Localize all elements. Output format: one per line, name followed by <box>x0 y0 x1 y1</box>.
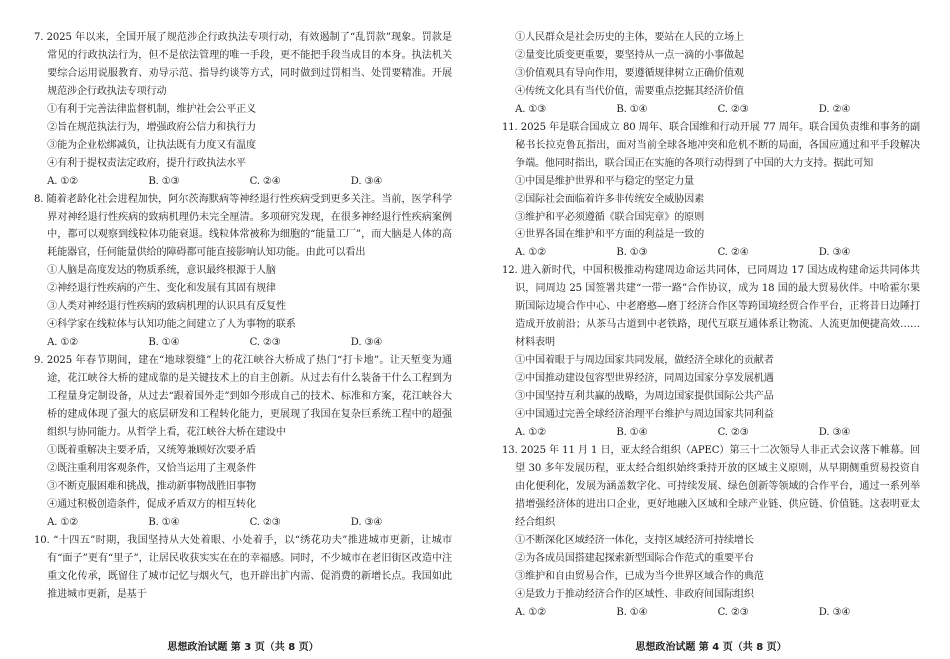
answer-choice: B. ①④ <box>616 426 648 438</box>
answer-choice: B. ①④ <box>148 337 180 349</box>
answer-choice: A. ①② <box>47 516 79 528</box>
answer-choice: B. ①④ <box>616 103 648 115</box>
footer-page-3: 思想政治试题 第 3 页（共 8 页） <box>167 642 319 653</box>
statement-item: ②神经退行性疾病的产生、变化和发展有其固有规律 <box>47 283 276 295</box>
statement-item: ④世界各国在维护和平方面的利益是一致的 <box>515 229 705 241</box>
answer-choices <box>502 101 920 119</box>
question-block <box>502 262 920 442</box>
statement-item: ②国际社会面临着许多非传统安全威胁因素 <box>515 193 705 205</box>
answer-choice: D. ③④ <box>818 426 851 438</box>
statement-item: ③维护和自由贸易合作，已成为当今世界区域合作的典范 <box>515 570 764 582</box>
statement-item: ②既注重利用客观条件，又恰当运用了主观条件 <box>47 462 256 474</box>
answer-choice: D. ③④ <box>818 606 851 618</box>
answer-choice: D. ②④ <box>818 103 851 115</box>
question-block <box>502 442 920 622</box>
statement-item: ②中国推动建设包容型世界经济，同周边国家分享发展机遇 <box>515 373 774 385</box>
answer-choice: A. ①② <box>47 175 79 187</box>
answer-choice: D. ③④ <box>818 247 851 259</box>
answer-choice: A. ①② <box>515 247 547 259</box>
question-stem: 8. 随着老龄化社会进程加快，阿尔茨海默病等神经退行性疾病受到更多关注。当前，医学科学界对神经退行性疾病的致病机理仍未完全厘清。多项研究发现，在很多神经退行性疾病案例中，都可以观察到线粒体功能衰退。线粒体常被称为细胞的“能量工厂”，而大脑是人体的高耗能器官，任何能量供给的障碍都可能直接影响认知功能。由此可以看出 <box>34 193 452 259</box>
answer-choice: C. ②③ <box>249 337 281 349</box>
answer-choices <box>502 604 920 622</box>
question-stem: 10. “十四五”时期，我国坚持从大处着眼、小处着手，以“绣花功夫”推进城市更新，让城市有“面子”更有“里子”，让居民收获实实在在的幸福感。同时，不少城市在老旧街区改造中注重文化传承，既留住了城市记忆与烟火气，也开辟出扩内需、促消费的新增长点。我国如此推进城市更新，是基于 <box>34 534 452 600</box>
question-block <box>34 29 452 191</box>
statement-item: ④中国通过完善全球经济治理平台维护与周边国家共同利益 <box>515 409 774 421</box>
right-column <box>502 29 920 621</box>
answer-choices <box>502 244 920 262</box>
left-column <box>34 29 452 604</box>
statement-item: ④通过积极创造条件，促成矛盾双方的相互转化 <box>47 498 256 510</box>
question-block <box>34 532 452 604</box>
answer-choice: A. ①② <box>47 337 79 349</box>
answer-choice: C. ②④ <box>717 247 749 259</box>
answer-choice: C. ②③ <box>717 426 749 438</box>
statement-item: ①有利于完善法律监督机制，维护社会公平正义 <box>47 103 256 115</box>
question-block <box>34 352 452 532</box>
statement-item: ③能为企业松绑减负，让执法既有力度又有温度 <box>47 139 256 151</box>
answer-choice: C. ②③ <box>717 103 749 115</box>
answer-choice: C. ②③ <box>717 606 749 618</box>
statement-item: ④有利于提权责法定政府，提升行政执法水平 <box>47 157 246 169</box>
statement-item: ①不断深化区域经济一体化，支持区域经济可持续增长 <box>515 534 754 546</box>
answer-choice: C. ②④ <box>249 175 281 187</box>
answer-choice: D. ③④ <box>350 175 383 187</box>
answer-choice: A. ①② <box>515 426 547 438</box>
statement-item: ②量变比质变更重要，要坚持从一点一滴的小事做起 <box>515 49 744 61</box>
answer-choices <box>34 334 452 352</box>
answer-choices <box>34 514 452 532</box>
question-stem: 11. 2025 年是联合国成立 80 周年、联合国维和行动开展 77 周年。联合国负责维和事务的副秘书长拉克鲁瓦指出，面对当前全球各地冲突和危机不断的局面，各国应通过和平手段解决争端。他同时指出，联合国正在实施的各项行动得到了中国的大力支持。据此可知 <box>502 121 920 169</box>
statement-item: ②旨在规范执法行为，增强政府公信力和执行力 <box>47 121 256 133</box>
statement-item: ①中国着眼于与周边国家共同发展，做经济全球化的贡献者 <box>515 355 774 367</box>
answer-choices <box>502 424 920 442</box>
statement-item: ④科学家在线粒体与认知功能之间建立了人为事物的联系 <box>47 319 296 331</box>
answer-choice: D. ③④ <box>350 516 383 528</box>
question-block <box>502 119 920 263</box>
left-question-list <box>34 29 452 604</box>
question-stem: 12. 进入新时代，中国积极推动构建周边命运共同体，已同周边 17 国达成构建命运共同体共识，同周边 25 国签署共建“一带一路”合作协议，成为 18 国的最大贸易伙伴。中哈霍尔果斯国际边境合作中心、中老磨憨—磨丁经济合作区等跨国境经贸合作平台，正将昔日边陲打造成开放前沿；从茶马古道到中老铁路，现代互联互通体系让物流、人流更加便捷高效……材料表明 <box>502 265 920 349</box>
statement-item: ①人民群众是社会历史的主体，要站在人民的立场上 <box>515 32 744 43</box>
answer-choice: D. ③④ <box>350 337 383 349</box>
question-stem: 9. 2025 年春节期间，建在“地球裂缝”上的花江峡谷大桥成了热门“打卡地”。让天堑变为通途，花江峡谷大桥的建成靠的是关键技术上的自主创新。从过去有什么装备干什么工程到为工程量身定制设备，从过去“跟着国外走”到如今形成自己的技术、标准和方案，花江峡谷大桥的建成体现了强大的底层研发和工程转化能力，更展现了我国在复杂巨系统工程中的超强组织与协同能力。从哲学上看，花江峡谷大桥在建设中 <box>34 355 452 438</box>
answer-choice: B. ①③ <box>148 175 180 187</box>
answer-choice: B. ①④ <box>616 606 648 618</box>
right-question-list <box>502 119 920 622</box>
statement-item: ③维护和平必须遵循《联合国宪章》的原则 <box>515 211 705 223</box>
footer-page-4: 思想政治试题 第 4 页（共 8 页） <box>635 642 787 653</box>
statement-item: ①既着重解决主要矛盾，又统筹兼顾好次要矛盾 <box>47 444 256 456</box>
statement-item: ①中国是维护世界和平与稳定的坚定力量 <box>515 175 695 187</box>
answer-choices <box>34 173 452 191</box>
question-stem: 13. 2025 年 11 月 1 日，亚太经合组织（APEC）第三十二次领导人非正式会议落下帷幕。回望 30 多年发展历程，亚太经合组织始终秉持开放的区域主义原则，从早期侧重贸易投资自由化便利化，发展为涵盖数字化、可持续发展、绿色创新等领域的合作平台，通过一系列举措增强经济体的进出口企业，更好地融入区域和全球产业链、供应链、价值链。这表明亚太经合组织 <box>502 444 920 528</box>
question-10-options <box>502 29 920 119</box>
answer-choice: B. ①③ <box>616 247 648 259</box>
statement-item: ①人脑是高度发达的物质系统，意识最终根源于人脑 <box>47 265 276 277</box>
question-block <box>34 191 452 353</box>
question-stem: 7. 2025 年以来，全国开展了规范涉企行政执法专项行动，有效遏制了“乱罚款”现象。罚款是常见的行政执法行为，但不是依法管理的唯一手段，更不能把手段当成目的本身。执法机关要综合运用说服教育、劝导示范、指导约谈等方式，同时做到过罚相当、处罚要精准。开展规范涉企行政执法专项行动 <box>34 32 452 97</box>
statement-item: ④传统文化具有当代价值，需要重点挖掘其经济价值 <box>515 85 744 97</box>
answer-choice: A. ①② <box>515 606 547 618</box>
statement-item: ③价值观具有导向作用，要遵循规律树立正确价值观 <box>515 67 744 79</box>
statement-item: ③不断克服困难和挑战，推动新事物战胜旧事物 <box>47 480 256 492</box>
answer-choice: C. ②③ <box>249 516 281 528</box>
statement-item: ③人类对神经退行性疾病的致病机理的认识具有反复性 <box>47 301 286 313</box>
statement-item: ②为各成员国搭建起探索新型国际合作范式的重要平台 <box>515 552 754 564</box>
answer-choice: A. ①③ <box>515 103 547 115</box>
statement-item: ④是致力于推动经济合作的区域性、非政府间国际组织 <box>515 588 754 600</box>
statement-item: ③中国坚持互利共赢的战略，为周边国家提供国际公共产品 <box>515 391 774 403</box>
answer-choice: B. ①④ <box>148 516 180 528</box>
